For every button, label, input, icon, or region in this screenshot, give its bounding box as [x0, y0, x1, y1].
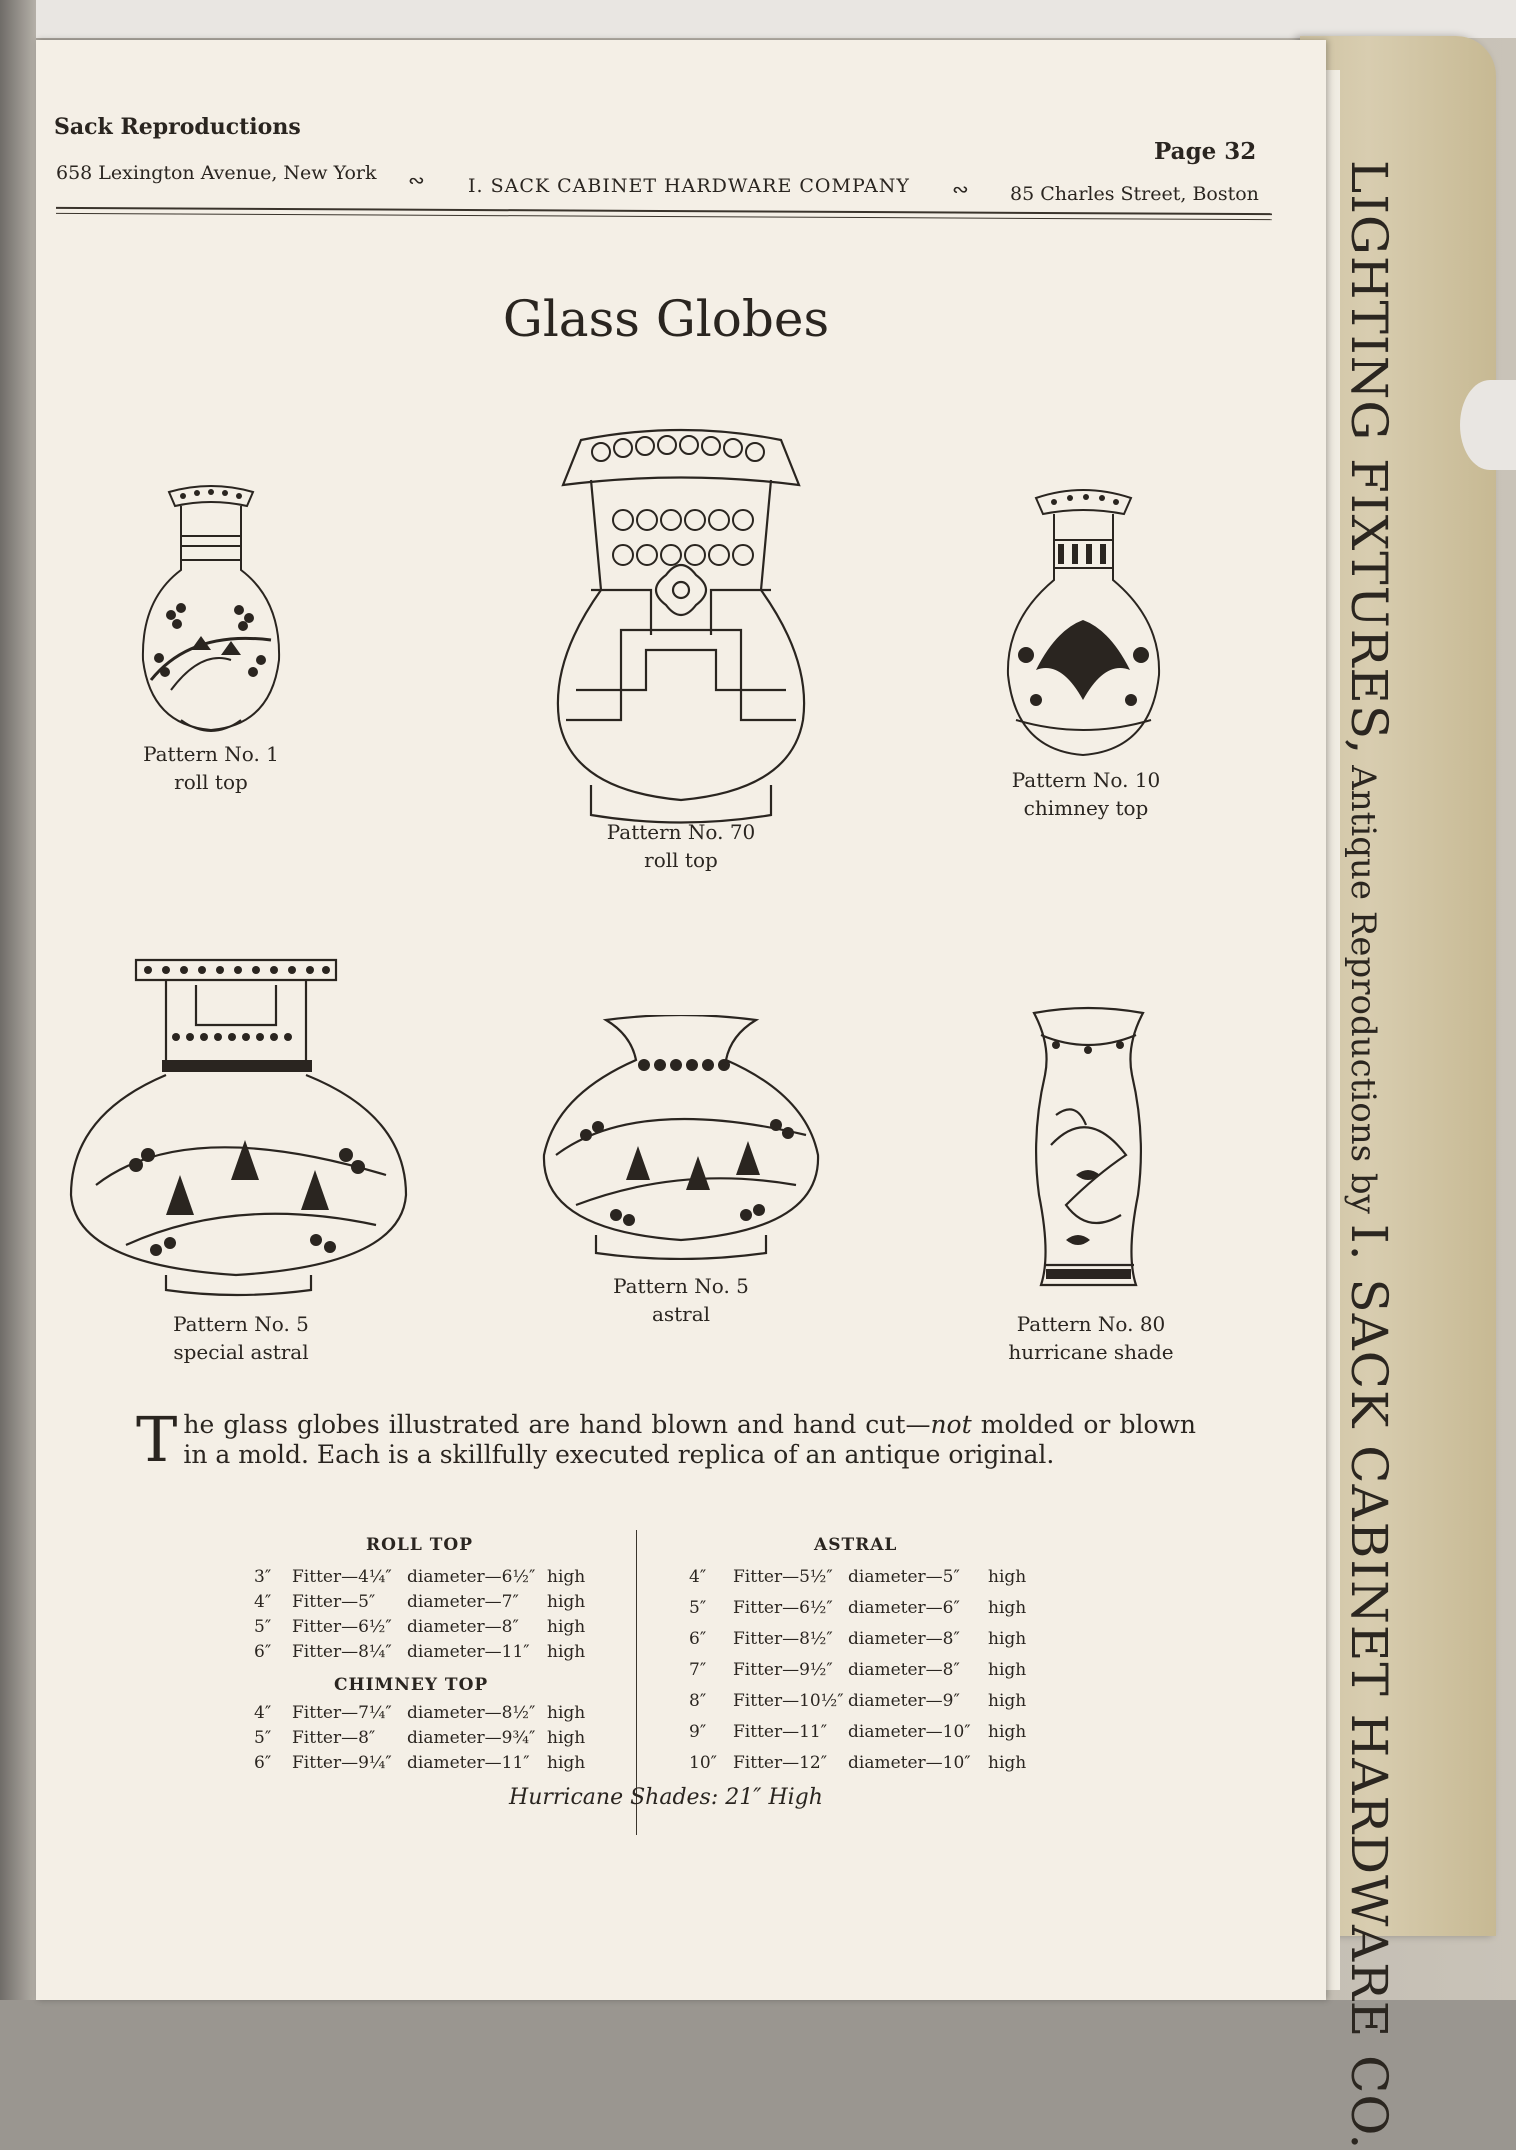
table-row — [689, 1660, 1038, 1680]
table-cell: high — [988, 1753, 1027, 1773]
table-cell: high — [988, 1629, 1027, 1649]
table-row — [689, 1753, 1038, 1773]
table-cell: diameter—6″ — [848, 1598, 960, 1618]
page-title: Glass Globes — [502, 290, 830, 348]
ornament-icon: ∾ — [952, 177, 969, 201]
globe-illustration-pattern-5-special — [66, 955, 411, 1300]
header-company: Sack Reproductions — [54, 114, 301, 140]
table-cell: high — [547, 1617, 586, 1637]
tab-notch — [1460, 380, 1516, 470]
table-cell: 5″ — [254, 1617, 272, 1637]
pattern-caption: Pattern No. 70 roll top — [606, 820, 756, 872]
table-row — [254, 1617, 597, 1637]
table-cell: diameter—6½″ — [407, 1567, 536, 1587]
table-row — [689, 1567, 1038, 1587]
table-cell: 7″ — [689, 1660, 707, 1680]
table-cell: Fitter—7¼″ — [292, 1703, 392, 1723]
table-cell: Fitter—11″ — [733, 1722, 828, 1742]
globe-illustration-pattern-80 — [1026, 1005, 1151, 1295]
catalog-page — [36, 40, 1326, 2000]
table-row — [689, 1629, 1038, 1649]
table-cell: diameter—9″ — [848, 1691, 960, 1711]
table-cell: Fitter—8¼″ — [292, 1642, 392, 1662]
table-row — [689, 1691, 1038, 1711]
table-row — [689, 1598, 1038, 1618]
ornament-icon: ∾ — [408, 168, 425, 192]
table-cell: diameter—8″ — [848, 1660, 960, 1680]
table-row — [254, 1703, 597, 1723]
table-cell: diameter—8″ — [407, 1617, 519, 1637]
table-cell: diameter—11″ — [407, 1642, 530, 1662]
table-row — [254, 1592, 597, 1612]
table-cell: Fitter—4¼″ — [292, 1567, 392, 1587]
table-cell: diameter—11″ — [407, 1753, 530, 1773]
table-cell: 5″ — [689, 1598, 707, 1618]
tab-company: I. SACK CABINET HARDWARE CO. — [1340, 1223, 1398, 2150]
pattern-caption: Pattern No. 5 special astral — [173, 1312, 309, 1364]
table-cell: diameter—10″ — [848, 1722, 971, 1742]
drop-cap: T — [136, 1403, 178, 1476]
tab-subtitle: Antique Reproductions by — [1343, 765, 1383, 1214]
table-row — [254, 1753, 597, 1773]
chimney-top-heading: CHIMNEY TOP — [334, 1675, 489, 1695]
table-cell: Fitter—8″ — [292, 1728, 376, 1748]
table-cell: Fitter—9¼″ — [292, 1753, 392, 1773]
header-address-right: 85 Charles Street, Boston — [1010, 183, 1259, 205]
table-cell: high — [988, 1691, 1027, 1711]
table-cell: high — [547, 1567, 586, 1587]
table-cell: high — [547, 1728, 586, 1748]
astral-heading: ASTRAL — [814, 1535, 898, 1555]
table-cell: diameter—10″ — [848, 1753, 971, 1773]
pattern-caption: Pattern No. 10 chimney top — [1011, 768, 1161, 820]
table-cell: 4″ — [689, 1567, 707, 1587]
table-cell: Fitter—12″ — [733, 1753, 828, 1773]
globe-illustration-pattern-5 — [536, 1015, 826, 1260]
table-cell: 8″ — [689, 1691, 707, 1711]
table-cell: 4″ — [254, 1703, 272, 1723]
table-cell: high — [988, 1722, 1027, 1742]
table-cell: Fitter—6½″ — [733, 1598, 833, 1618]
table-cell: 6″ — [254, 1642, 272, 1662]
table-cell: high — [547, 1642, 586, 1662]
table-row — [254, 1728, 597, 1748]
globe-illustration-pattern-10 — [996, 480, 1171, 765]
table-cell: Fitter—6½″ — [292, 1617, 392, 1637]
pattern-caption: Pattern No. 1 roll top — [143, 742, 279, 794]
table-cell: 10″ — [689, 1753, 717, 1773]
table-cell: Fitter—9½″ — [733, 1660, 833, 1680]
table-cell: Fitter—10½″ — [733, 1691, 844, 1711]
table-cell: Fitter—8½″ — [733, 1629, 833, 1649]
table-row — [689, 1722, 1038, 1742]
table-cell: 5″ — [254, 1728, 272, 1748]
tab-title: LIGHTING FIXTURES, — [1340, 160, 1398, 756]
table-cell: diameter—7″ — [407, 1592, 519, 1612]
table-cell: high — [547, 1703, 586, 1723]
table-cell: 3″ — [254, 1567, 272, 1587]
table-cell: 9″ — [689, 1722, 707, 1742]
table-cell: high — [547, 1592, 586, 1612]
table-cell: diameter—5″ — [848, 1567, 960, 1587]
table-cell: high — [988, 1660, 1027, 1680]
roll-top-heading: ROLL TOP — [366, 1535, 474, 1555]
table-cell: diameter—9¾″ — [407, 1728, 536, 1748]
intro-paragraph: The glass globes illustrated are hand blown and hand cut—not molded or blown in a mold. Each is a skillfully executed replica of an antique original. — [136, 1403, 1196, 1476]
table-cell: 4″ — [254, 1592, 272, 1612]
table-cell: 6″ — [689, 1629, 707, 1649]
pattern-caption: Pattern No. 80 hurricane shade — [1008, 1312, 1174, 1364]
header-company-name: I. SACK CABINET HARDWARE COMPANY — [468, 175, 910, 197]
backdrop — [0, 0, 1516, 38]
table-row — [254, 1567, 597, 1587]
table-cell: diameter—8½″ — [407, 1703, 536, 1723]
globe-illustration-pattern-70 — [551, 390, 811, 830]
table-row — [254, 1642, 597, 1662]
hurricane-footnote: Hurricane Shades: 21″ High — [509, 1785, 823, 1810]
table-cell: high — [547, 1753, 586, 1773]
table-cell: 6″ — [254, 1753, 272, 1773]
page-number: Page 32 — [1154, 138, 1257, 165]
header-address-left: 658 Lexington Avenue, New York — [56, 162, 377, 184]
table-cell: high — [988, 1567, 1027, 1587]
globe-illustration-pattern-1 — [131, 480, 291, 745]
table-cell: Fitter—5″ — [292, 1592, 376, 1612]
table-cell: diameter—8″ — [848, 1629, 960, 1649]
table-cell: Fitter—5½″ — [733, 1567, 833, 1587]
table-cell: high — [988, 1598, 1027, 1618]
binding-shadow — [0, 0, 36, 2000]
pattern-caption: Pattern No. 5 astral — [613, 1274, 749, 1326]
